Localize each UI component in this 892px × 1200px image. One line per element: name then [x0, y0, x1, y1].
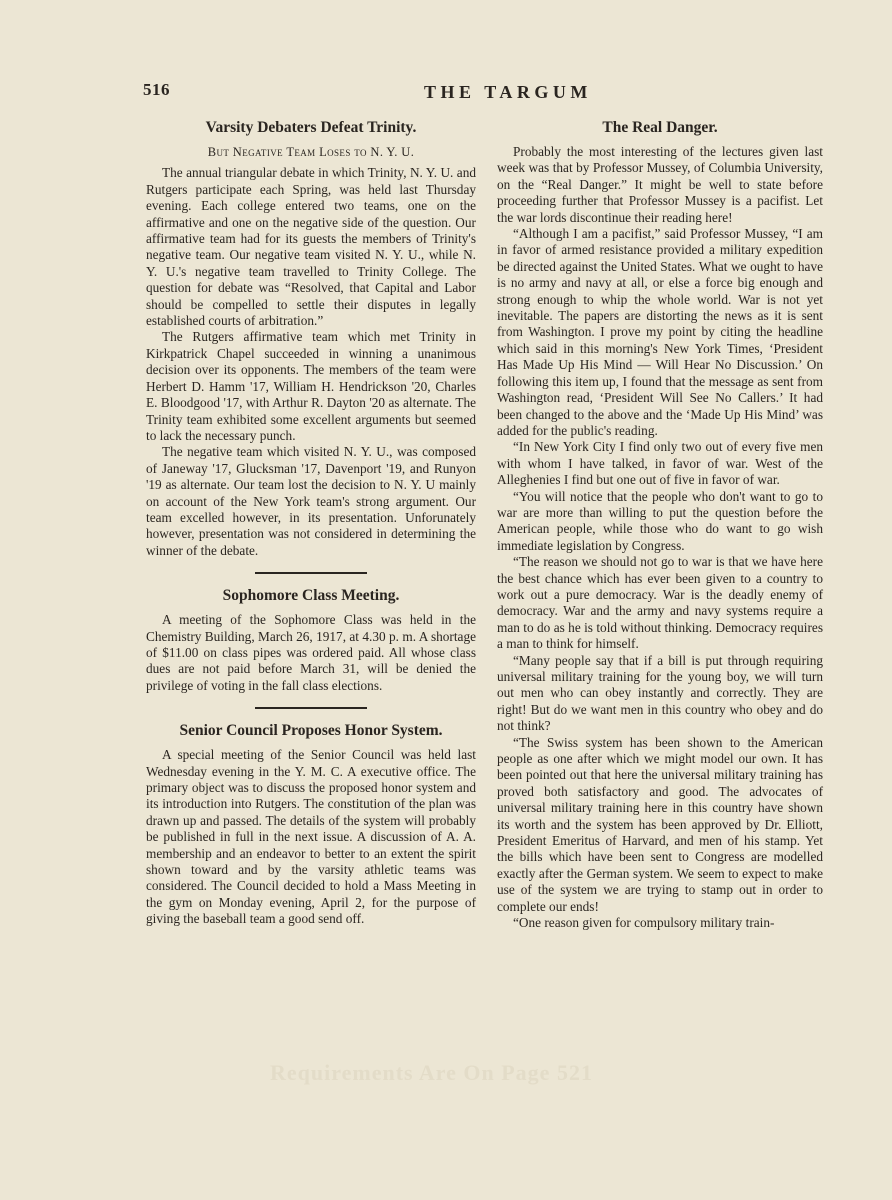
paragraph: “One reason given for compulsory military train-	[513, 915, 775, 931]
article-title-real-danger: The Real Danger.	[602, 119, 718, 136]
paragraph: “Many people say that if a bill is put through requiring universal military training for the young boy, we will turn out men who can obey instantly and correctly. They are right! But do we want men in this country who obey and do not think?	[497, 652, 823, 734]
right-column	[497, 118, 823, 932]
paragraph: A special meeting of the Senior Council was held last Wednesday evening in the Y. M. C. A executive office. The primary object was to discuss the proposed honor system and its introduction into Rutgers. The constitution of the plan was drawn up and passed. The details of the system will probably be published in full in the next issue. A discussion of A. A. membership and an endeavor to better to an extent the spirit shown toward and by the varsity athletic teams was considered. The Council decided to hold a Mass Meeting in the gym on Monday evening, April 2, for the purpose of giving the baseball team a good send off.	[146, 747, 476, 927]
paragraph: The Rutgers affirmative team which met Trinity in Kirkpatrick Chapel succeeded in winning a unanimous decision over its opponents. The members of the team were Herbert D. Hamm '17, William H. Hendrickson '20, Charles E. Bloodgood '17, with Arthur R. Dayton '20 as alternate. The Trinity team exhibited some excellent arguments but seemed to lack the necessary punch.	[146, 329, 476, 443]
paragraph: “The Swiss system has been shown to the American people as one after which we might model our own. It has been pointed out that here the universal military training has proved both satisfactory and good. The advocates of universal military training here in this country have shown its worth and the system has been approved by Dr. Elliott, President Emeritus of Harvard, and men of his stamp. Yet the bills which have been sent to Congress are modelled exactly after the German system. We seem to expect to make use of the system we are trying to stamp out in order to complete our ends!	[497, 734, 823, 914]
article-title-debaters: Varsity Debaters Defeat Trinity.	[205, 119, 417, 136]
divider-rule	[255, 707, 367, 709]
page-number: 516	[143, 80, 170, 99]
paragraph: A meeting of the Sophomore Class was held in the Chemistry Building, March 26, 1917, at 4.30 p. m. A shortage of $11.00 on class pipes was ordered paid. All whose class dues are not paid before March 31, will be denied the privilege of voting in the fall class elections.	[146, 612, 476, 693]
paragraph: “The reason we should not go to war is that we have here the best chance which has ever been given to a country to work out a pure democracy. War is the deadly enemy of democracy. War and the army and navy systems require a man to do as he is told without thinking. Democracy requires a man to think for himself.	[497, 554, 823, 652]
paragraph: Probably the most interesting of the lectures given last week was that by Professor Mussey, of Columbia University, on the “Real Danger.” It might be well to state before proceeding further that Professor Mussey is a pacifist. Let the war lords discontinue their reading here!	[497, 144, 823, 225]
paragraph: “In New York City I find only two out of every five men with whom I have talked, in favor of war. West of the Alleghenies I find but one out of five in favor of war.	[497, 439, 823, 488]
paragraph: The annual triangular debate in which Trinity, N. Y. U. and Rutgers participate each Spring, was held last Thursday evening. Each college entered two teams, one on the affirmative and one on the negative side of the question. Our affirmative team had for its guests the members of Trinity's negative team. Our negative team visited N. Y. U., while N. Y. U.'s negative team travelled to Trinity College. The question for debate was “Resolved, that Capital and Labor should be compelled to settle their disputes in legally established courts of arbitration.”	[146, 165, 476, 329]
masthead: THE TARGUM	[424, 82, 592, 102]
article-subtitle-debaters: But Negative Team Loses to N. Y. U.	[207, 145, 415, 159]
divider-rule	[255, 572, 367, 574]
paragraph: The negative team which visited N. Y. U., was composed of Janeway '17, Glucksman '17, Davenport '19, and Runyon '19 as alternate. Our team lost the decision to N. Y. U mainly on account of the New York team's strong argument. Our team excelled however, in its presentation. Unforunately however, presentation was not considered in determining the winner of the debate.	[146, 444, 476, 558]
paragraph: “You will notice that the people who don't want to go to war are more than willing to put the question before the American people, while those who do want to go wish immediate legislation by Congress.	[497, 488, 823, 553]
left-column	[146, 118, 476, 928]
article-title-senior-council: Senior Council Proposes Honor System.	[179, 722, 443, 740]
article-title-sophomore: Sophomore Class Meeting.	[222, 587, 400, 605]
paragraph: “Although I am a pacifist,” said Professor Mussey, “I am in favor of armed resistance provided a military expedition be directed against the United States. What we ought to have is no army and navy at all, or else a force big enough and strong enough to whip the whole world. War is not yet inevitable. The papers are distorting the news as it is sent from Washington. I prove my point by citing the headline which said in this morning's New York Times, ‘President Has Made Up His Mind — Will Hear No Discussion.’ On following this item up, I found that the message as sent from Washington read, ‘President Will See No Callers.’ It had been changed to the above and the ‘Made Up His Mind’ was added for the public's reading.	[497, 226, 823, 438]
show-through-text: Requirements Are On Page 521	[270, 1060, 593, 1085]
